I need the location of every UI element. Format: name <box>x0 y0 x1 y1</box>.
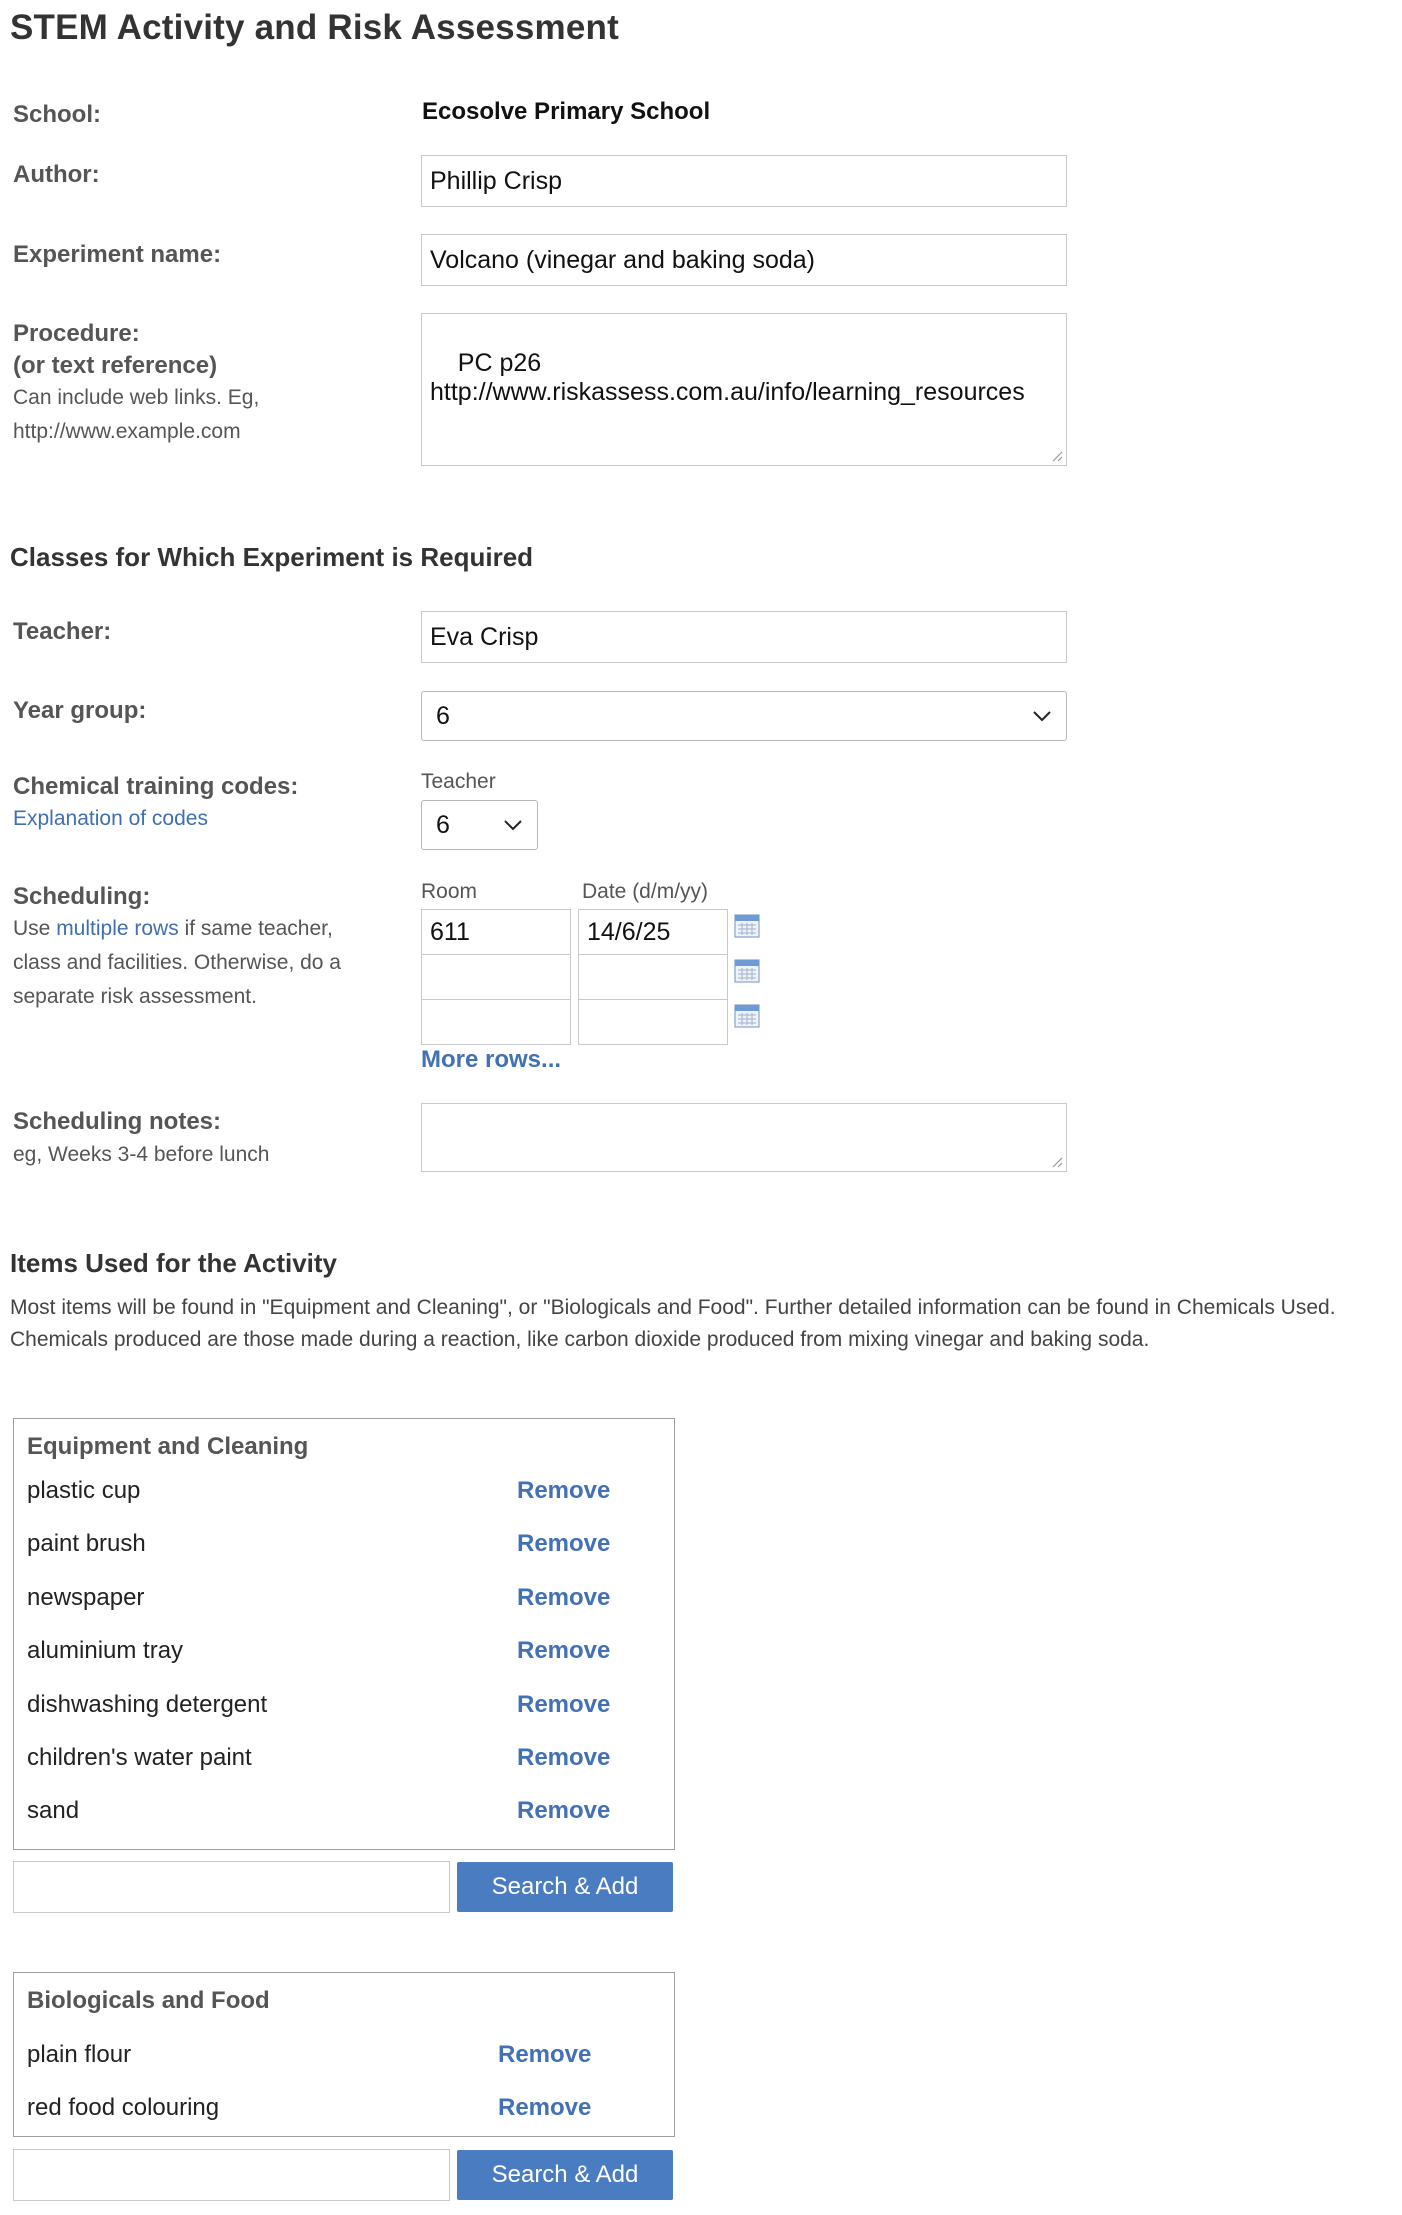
school-value: Ecosolve Primary School <box>422 98 711 125</box>
remove-button[interactable]: Remove <box>517 1797 611 1825</box>
item-name: red food colouring <box>27 2094 220 2122</box>
list-item <box>27 1530 657 1583</box>
item-name: children's water paint <box>27 1743 252 1771</box>
procedure-label: Procedure: <box>13 320 140 347</box>
room-header: Room <box>421 880 478 903</box>
remove-button[interactable]: Remove <box>498 2094 592 2122</box>
item-name: plain flour <box>27 2041 132 2068</box>
date-header: Date (d/m/yy) <box>582 880 709 903</box>
explanation-of-codes-link[interactable]: Explanation of codes <box>13 807 208 830</box>
remove-button[interactable]: Remove <box>517 1743 611 1771</box>
codes-label: Chemical training codes: <box>13 773 299 800</box>
codes-teacher-select[interactable] <box>421 800 538 850</box>
scheduling-hint-pre: Use <box>13 917 57 940</box>
multiple-rows-link[interactable]: multiple rows <box>56 917 179 940</box>
items-heading: Items Used for the Activity <box>10 1248 338 1278</box>
codes-teacher-label: Teacher <box>421 770 496 793</box>
equipment-search-input[interactable] <box>13 1861 450 1913</box>
teacher-input[interactable] <box>421 611 1067 663</box>
author-label: Author: <box>13 161 100 188</box>
teacher-value: Eva Crisp <box>430 622 539 651</box>
item-name: dishwashing detergent <box>27 1690 268 1718</box>
list-item <box>27 1477 657 1530</box>
list-item <box>27 1744 657 1797</box>
items-description-1: Most items will be found in "Equipment and Cleaning", or "Biologicals and Food". Further detailed information can be found in Chemicals Used. <box>10 1296 1336 1319</box>
author-input[interactable] <box>421 155 1067 207</box>
item-name: aluminium tray <box>27 1637 184 1665</box>
list-item <box>27 2041 657 2094</box>
scheduling-hint-post: if same teacher, <box>178 917 333 940</box>
remove-button[interactable]: Remove <box>517 1690 611 1718</box>
equipment-panel <box>13 1418 675 1850</box>
chevron-down-icon <box>1032 710 1052 722</box>
year-group-label: Year group: <box>13 697 147 724</box>
list-item <box>27 1584 657 1637</box>
more-rows-link[interactable]: More rows... <box>421 1046 562 1073</box>
author-input-value: Phillip Crisp <box>430 166 562 195</box>
item-name: plastic cup <box>27 1477 141 1504</box>
scheduling-notes-hint: eg, Weeks 3-4 before lunch <box>13 1143 270 1166</box>
items-description-2: Chemicals produced are those made during a reaction, like carbon dioxide produced from mixing vinegar and baking soda. <box>10 1328 1150 1351</box>
date-input[interactable] <box>578 954 728 1000</box>
date-input[interactable] <box>578 999 728 1045</box>
calendar-icon[interactable] <box>734 1003 760 1029</box>
procedure-hint-2: http://www.example.com <box>13 420 241 443</box>
equipment-title: Equipment and Cleaning <box>27 1433 309 1460</box>
list-item <box>27 1797 657 1850</box>
experiment-name-input[interactable] <box>421 234 1067 286</box>
scheduling-hint-3: separate risk assessment. <box>13 985 257 1008</box>
experiment-name-value: Volcano (vinegar and baking soda) <box>430 245 815 274</box>
procedure-value: PC p26 http://www.riskassess.com.au/info/learning_resources <box>430 349 1025 406</box>
procedure-sublabel: (or text reference) <box>13 352 218 379</box>
calendar-icon[interactable] <box>734 958 760 984</box>
date-input[interactable] <box>578 909 728 955</box>
school-label: School: <box>13 101 101 128</box>
scheduling-hint-1 <box>13 912 333 946</box>
biologicals-list <box>27 2041 657 2148</box>
codes-teacher-value: 6 <box>436 810 450 839</box>
procedure-hint-1: Can include web links. Eg, <box>13 386 260 409</box>
remove-button[interactable]: Remove <box>517 1583 611 1611</box>
page-title: STEM Activity and Risk Assessment <box>10 8 619 47</box>
remove-button[interactable]: Remove <box>498 2041 592 2068</box>
year-group-select[interactable] <box>421 691 1067 741</box>
list-item <box>27 1637 657 1690</box>
resize-grip-icon[interactable] <box>1051 450 1063 462</box>
list-item <box>27 2094 657 2147</box>
procedure-textarea[interactable] <box>421 313 1067 466</box>
item-name: newspaper <box>27 1583 145 1611</box>
room-input[interactable] <box>421 999 571 1045</box>
item-name: paint brush <box>27 1530 146 1558</box>
equipment-list <box>27 1477 657 1851</box>
teacher-label: Teacher: <box>13 618 112 645</box>
remove-button[interactable]: Remove <box>517 1530 611 1558</box>
remove-button[interactable]: Remove <box>517 1637 611 1665</box>
biologicals-search-input[interactable] <box>13 2149 450 2201</box>
biologicals-title: Biologicals and Food <box>27 1987 270 2014</box>
item-name: sand <box>27 1797 80 1825</box>
chevron-down-icon <box>503 819 523 831</box>
room-value: 611 <box>430 917 470 946</box>
resize-grip-icon[interactable] <box>1051 1156 1063 1168</box>
room-input[interactable] <box>421 954 571 1000</box>
calendar-icon[interactable] <box>734 913 760 939</box>
classes-heading: Classes for Which Experiment is Required <box>10 542 534 572</box>
list-item <box>27 1691 657 1744</box>
room-input[interactable] <box>421 909 571 955</box>
experiment-name-label: Experiment name: <box>13 241 222 268</box>
equipment-search-add-button[interactable]: Search & Add <box>457 1862 673 1912</box>
biologicals-search-add-button[interactable]: Search & Add <box>457 2150 673 2200</box>
scheduling-hint-2: class and facilities. Otherwise, do a <box>13 951 341 974</box>
remove-button[interactable]: Remove <box>517 1477 611 1504</box>
scheduling-notes-label: Scheduling notes: <box>13 1108 222 1135</box>
date-value: 14/6/25 <box>587 917 671 946</box>
scheduling-notes-textarea[interactable] <box>421 1103 1067 1172</box>
scheduling-label: Scheduling: <box>13 883 151 910</box>
biologicals-panel <box>13 1972 675 2137</box>
year-group-value: 6 <box>436 701 450 730</box>
